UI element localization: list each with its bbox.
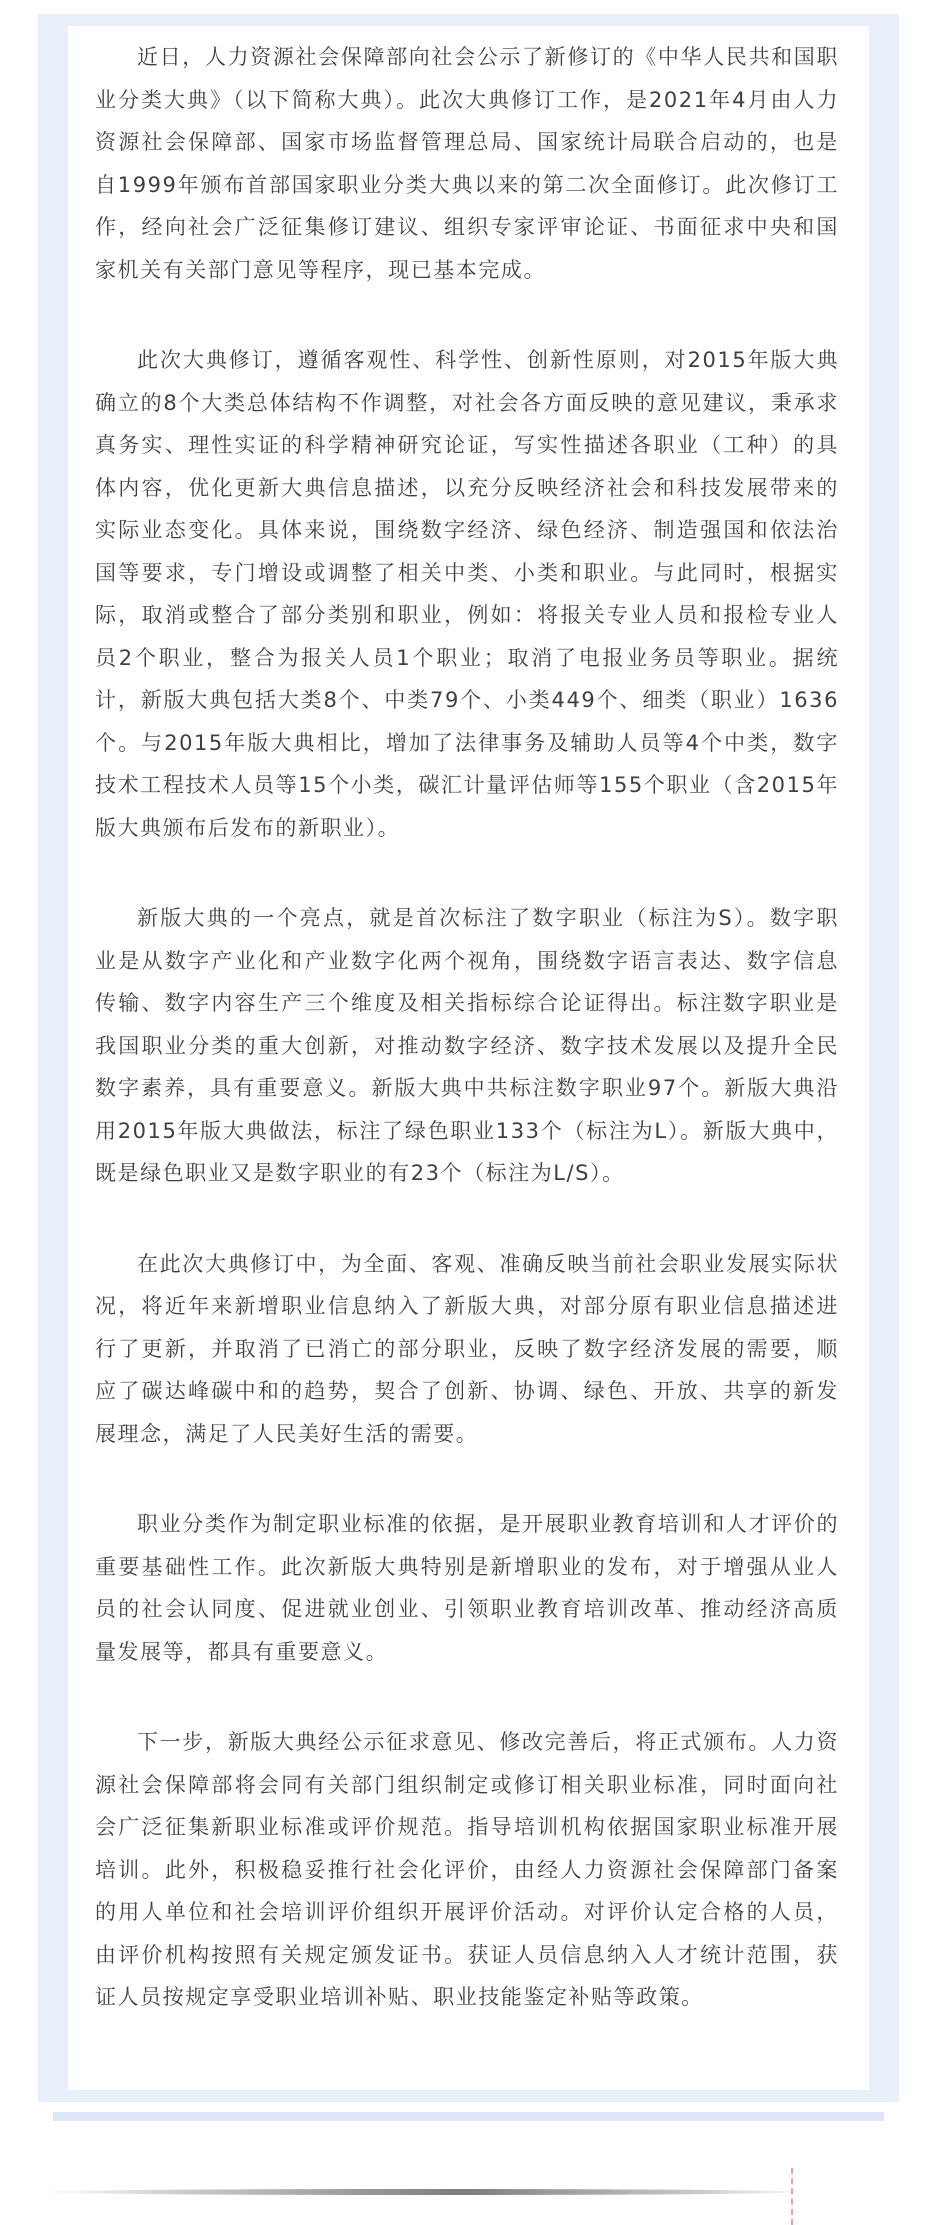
dashed-accent-line (791, 2168, 793, 2225)
frame-bottom-bar (53, 2112, 884, 2121)
article-body (68, 26, 869, 2090)
section-divider (40, 2189, 810, 2195)
paragraph-revision-principles: 此次大典修订，遵循客观性、科学性、创新性原则，对2015年版大典确立的8个大类总体结构不作调整，对社会各方面反映的意见建议，秉承求真务实、理性实证的科学精神研究论证，写实性描述各职业（工种）的具体内容，优化更新大典信息描述，以充分反映经济社会和科技发展带来的实际业态变化。具体来说，围绕数字经济、绿色经济、制造强国和依法治国等要求，专门增设或调整了相关中类、小类和职业。与此同时，根据实际，取消或整合了部分类别和职业，例如：将报关专业人员和报检专业人员2个职业，整合为报关人员1个职业；取消了电报业务员等职业。据统计，新版大典包括大类8个、中类79个、小类449个、细类（职业）1636个。与2015年版大典相比，增加了法律事务及辅助人员等4个中类，数字技术工程技术人员等15个小类，碳汇计量评估师等155个职业（含2015年版大典颁布后发布的新职业）。 (95, 348, 839, 840)
paragraph-intro: 近日，人力资源社会保障部向社会公示了新修订的《中华人民共和国职业分类大典》（以下简称大典）。此次大典修订工作，是2021年4月由人力资源社会保障部、国家市场监督管理总局、国家统计局联合启动的，也是自1999年颁布首部国家职业分类大典以来的第二次全面修订。此次修订工作，经向社会广泛征集修订建议、组织专家评审论证、书面征求中央和国家机关有关部门意见等程序，现已基本完成。 (95, 45, 839, 282)
paragraph-significance: 职业分类作为制定职业标准的依据，是开展职业教育培训和人才评价的重要基础性工作。此次新版大典特别是新增职业的发布，对于增强从业人员的社会认同度、促进就业创业、引领职业教育培训改革、推动经济高质量发展等，都具有重要意义。 (95, 1512, 839, 1664)
article-frame (38, 14, 899, 2102)
paragraph-digital-occupations: 新版大典的一个亮点，就是首次标注了数字职业（标注为S）。数字职业是从数字产业化和产业数字化两个视角，围绕数字语言表达、数字信息传输、数字内容生产三个维度及相关指标综合论证得出。标注数字职业是我国职业分类的重大创新，对推动数字经济、数字技术发展以及提升全民数字素养，具有重要意义。新版大典中共标注数字职业97个。新版大典沿用2015年版大典做法，标注了绿色职业133个（标注为L）。新版大典中，既是绿色职业又是数字职业的有23个（标注为L/S）。 (95, 906, 839, 1185)
paragraph-next-steps: 下一步，新版大典经公示征求意见、修改完善后，将正式颁布。人力资源社会保障部将会同有关部门组织制定或修订相关职业标准，同时面向社会广泛征集新职业标准或评价规范。指导培训机构依据国家职业标准开展培训。此外，积极稳妥推行社会化评价，由经人力资源社会保障部门备案的用人单位和社会培训评价组织开展评价活动。对评价认定合格的人员，由评价机构按照有关规定颁发证书。获证人员信息纳入人才统计范围，获证人员按规定享受职业培训补贴、职业技能鉴定补贴等政策。 (95, 1730, 839, 2009)
paragraph-revision-summary: 在此次大典修订中，为全面、客观、准确反映当前社会职业发展实际状况，将近年来新增职业信息纳入了新版大典，对部分原有职业信息描述进行了更新，并取消了已消亡的部分职业，反映了数字经济发展的需要，顺应了碳达峰碳中和的趋势，契合了创新、协调、绿色、开放、共享的新发展理念，满足了人民美好生活的需要。 (95, 1251, 839, 1446)
